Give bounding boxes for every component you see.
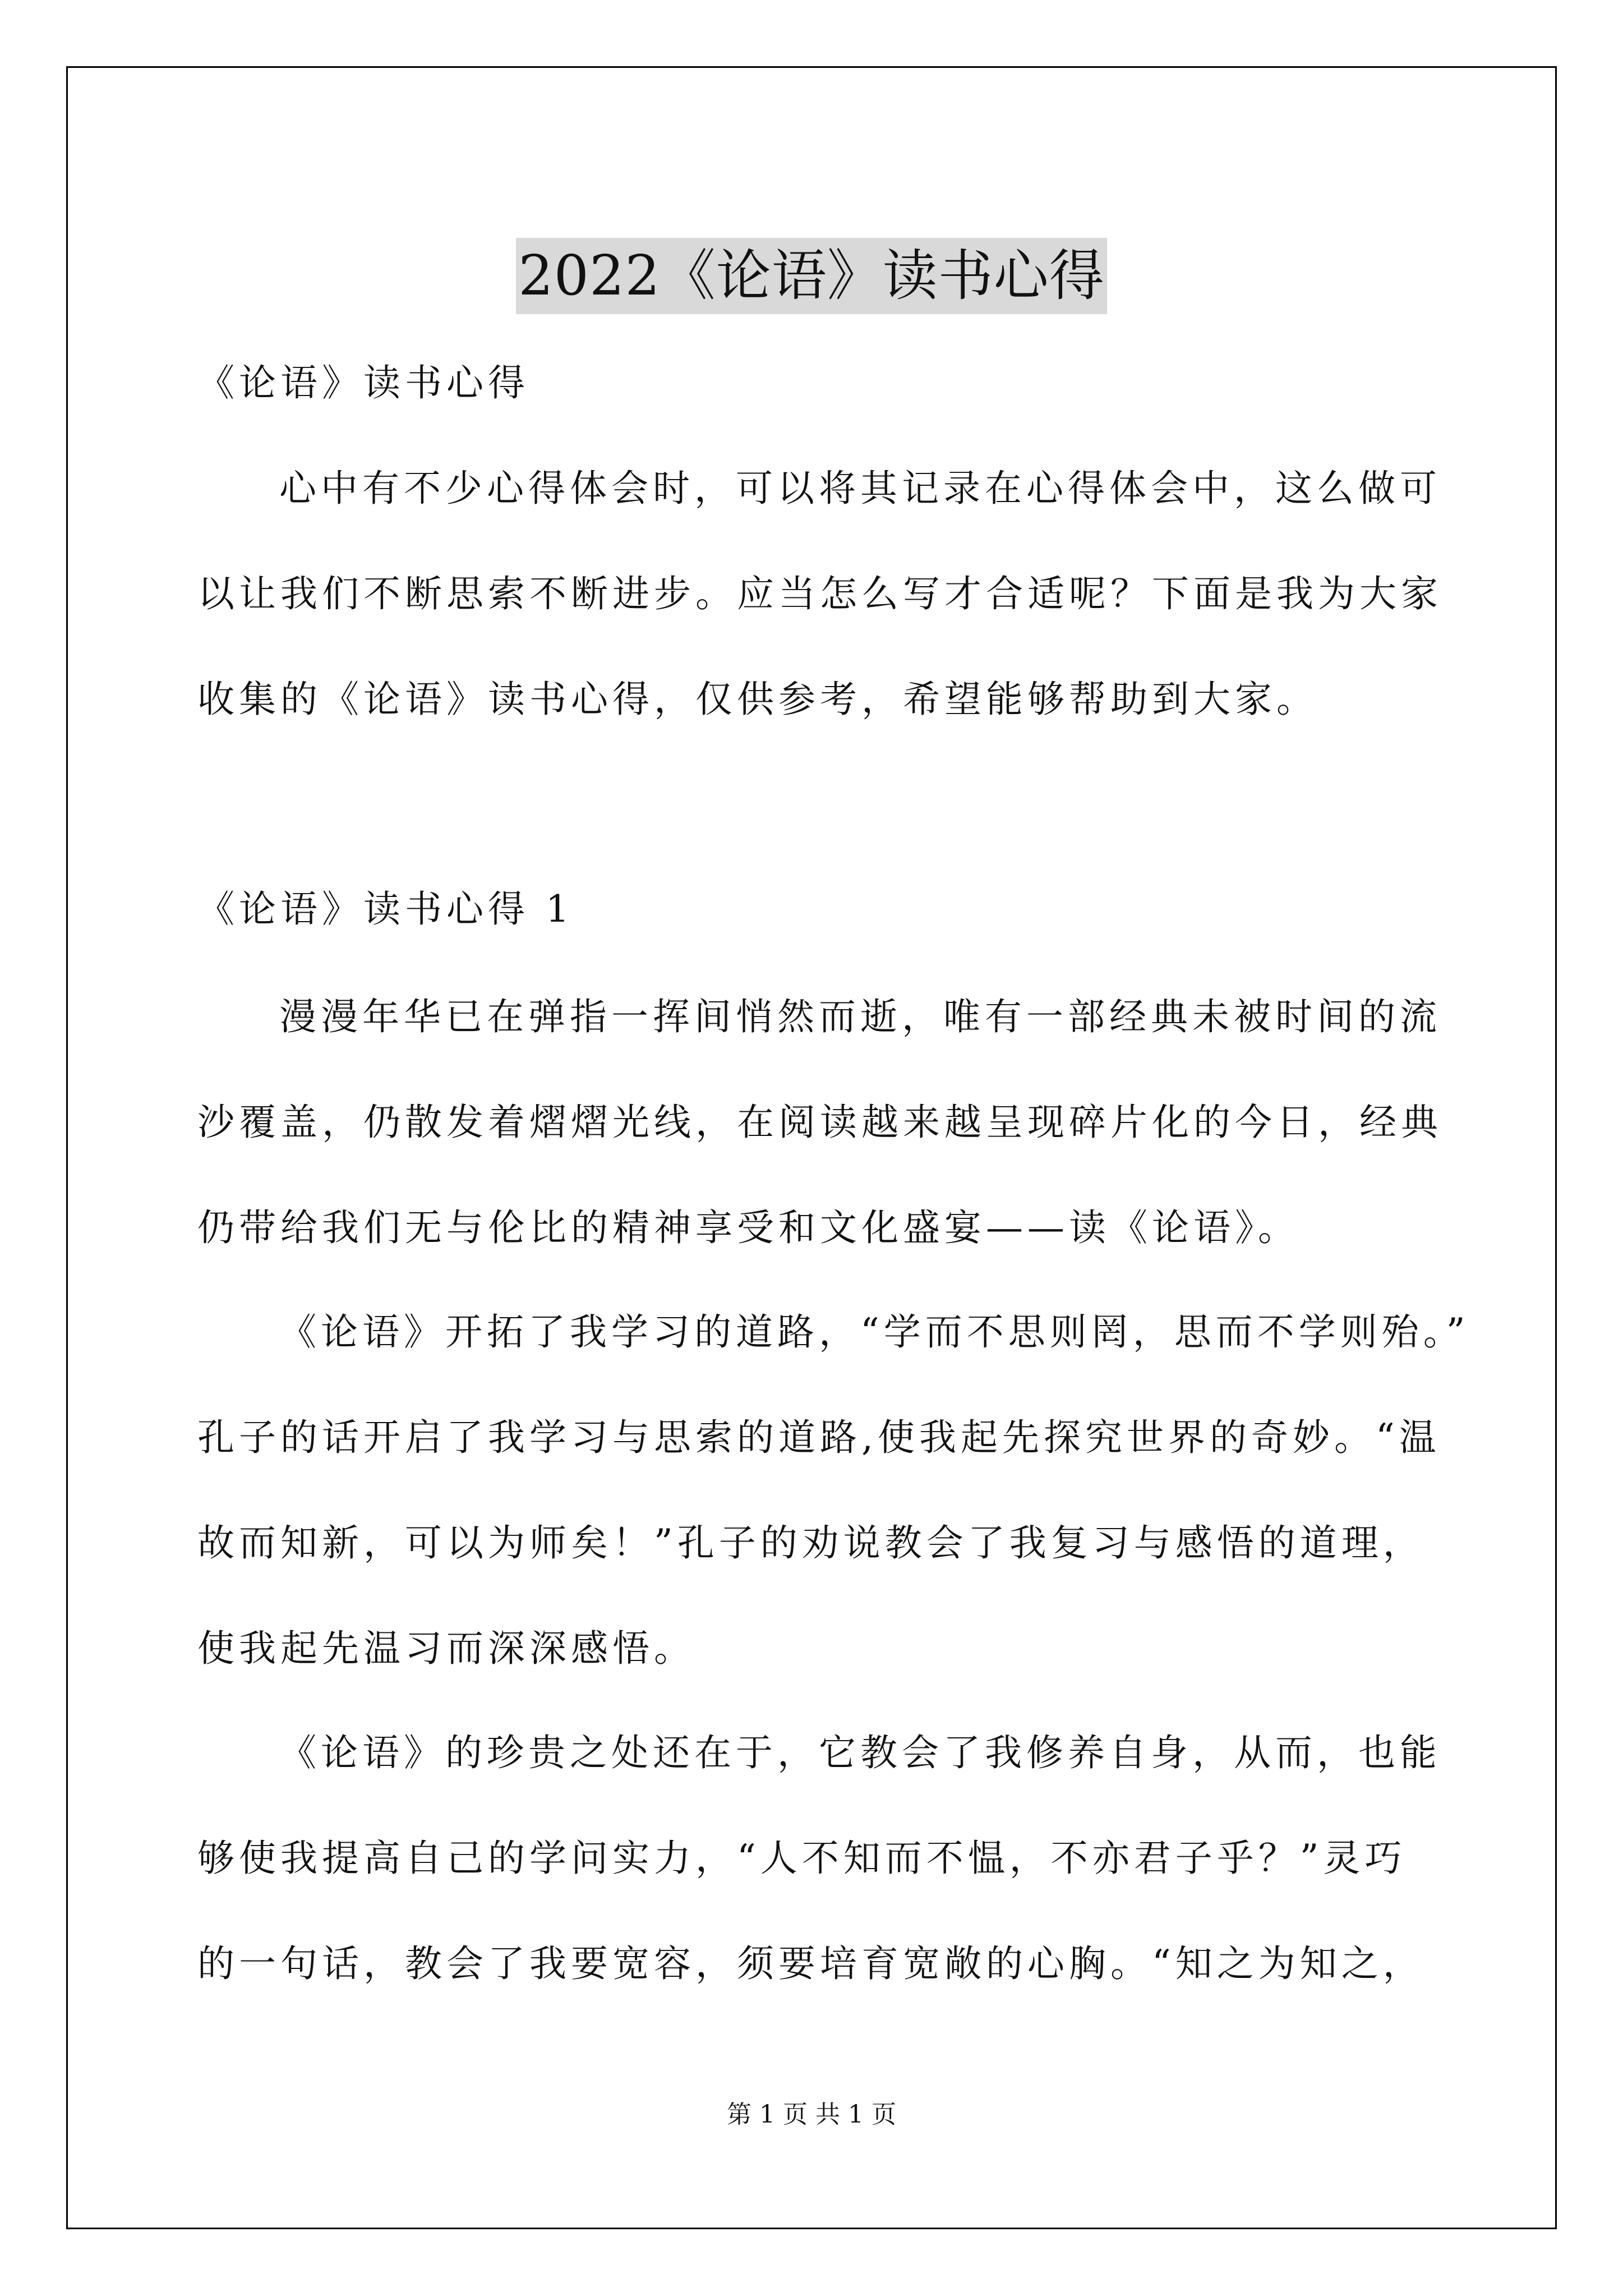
paragraph-line: 《论语》开拓了我学习的道路，“学而不思则罔，思而不学则殆。” [279,1310,1470,1354]
intro-line: 以让我们不断思索不断进步。应当怎么写才合适呢？下面是我为大家 [197,572,1442,615]
paragraph-line: 的一句话，教会了我要宽容，须要培育宽敞的心胸。“知之为知之， [197,1942,1424,1985]
intro-line: 心中有不少心得体会时，可以将其记录在心得体会中，这么做可 [279,467,1441,510]
paragraph-line: 漫漫年华已在弹指一挥间悄然而逝，唯有一部经典未被时间的流 [279,995,1441,1038]
paragraph-line: 仍带给我们无与伦比的精神享受和文化盛宴——读《论语》。 [197,1206,1299,1249]
paragraph-line: 够使我提高自己的学问实力，“人不知而不愠，不亦君子乎？”灵巧 [197,1837,1407,1880]
paragraph-line: 孔子的话开启了我学习与思索的道路,使我起先探究世界的奇妙。“温 [197,1416,1441,1459]
page-footer: 第 1 页 共 1 页 [727,2100,896,2129]
paragraph-line: 故而知新，可以为师矣！”孔子的劝说教会了我复习与感悟的道理， [197,1521,1424,1565]
subheading: 《论语》读书心得 [197,361,529,404]
section-heading: 《论语》读书心得 1 [197,887,574,931]
paragraph-line: 《论语》的珍贵之处还在于，它教会了我修养自身，从而，也能 [279,1731,1441,1774]
paragraph-line: 沙覆盖，仍散发着熠熠光线，在阅读越来越呈现碎片化的今日，经典 [197,1101,1442,1144]
intro-line: 收集的《论语》读书心得，仅供参考，希望能够帮助到大家。 [197,678,1318,721]
title-wrap [0,201,1623,351]
document-title: 2022《论语》读书心得 [516,238,1106,314]
paragraph-line: 使我起先温习而深深感悟。 [197,1627,695,1670]
